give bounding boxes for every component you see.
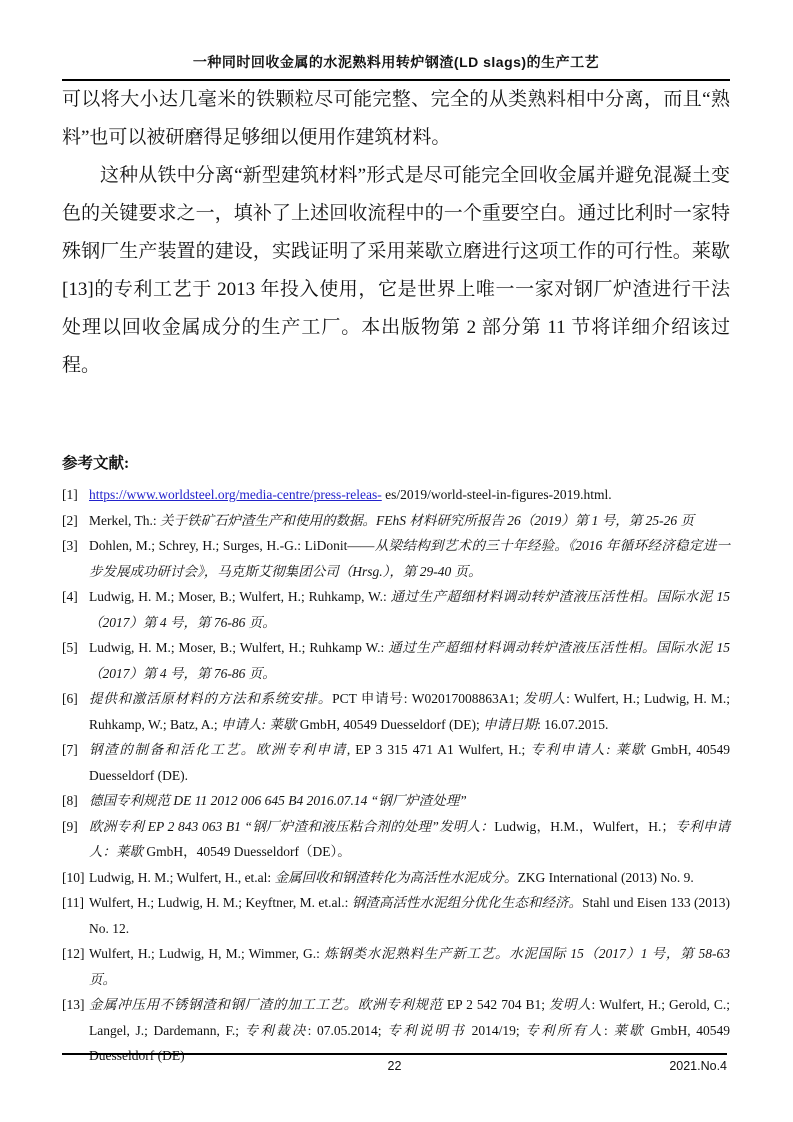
reference-number: [11] xyxy=(62,895,84,910)
reference-item xyxy=(62,890,730,941)
reference-item xyxy=(62,737,730,788)
reference-text-segment: GmbH, 40549 Duesseldorf (DE); xyxy=(296,716,484,732)
footer-issue-label: 2021.No.4 xyxy=(669,1059,727,1073)
reference-number: [8] xyxy=(62,793,78,808)
reference-text-segment: 钢渣高活性水泥组分优化生态和经济。 xyxy=(351,895,583,910)
reference-number: [9] xyxy=(62,818,78,834)
reference-text-segment: Wulfert, H.; Ludwig, H, M.; Wimmer, G.: xyxy=(89,946,325,961)
reference-number: [4] xyxy=(62,589,78,604)
reference-text-segment: 申请日期 xyxy=(483,716,538,732)
reference-text-segment: 钢渣的制备和活化工艺。欧洲专利申请 xyxy=(89,742,347,757)
reference-number: [5] xyxy=(62,640,78,655)
reference-text-segment: 欧洲专利 EP 2 843 063 B1 “钢厂炉渣和液压粘合剂的处理”发明人： xyxy=(89,818,495,834)
reference-text-segment: : Wulfert, H.; Ludwig, H. M.; Ruhkamp, W.; Batz, A.; xyxy=(89,691,731,732)
references-heading: 参考文献: xyxy=(62,455,130,472)
reference-item xyxy=(62,686,730,737)
reference-text-segment: 提供和激活原材料的方法和系统安排。 xyxy=(89,691,333,706)
reference-text-segment: 炼钢类水泥熟料生产新工艺。水泥国际 15（2017）1 号，第 58-63 页。 xyxy=(89,946,731,987)
reference-text-segment: 发明人 xyxy=(523,691,567,706)
reference-text-segment: GmbH, 40549 Duesseldorf (DE). xyxy=(89,742,731,783)
reference-text-segment: : 16.07.2015. xyxy=(537,716,609,732)
reference-text-segment: EP 2 542 704 B1; xyxy=(442,997,550,1012)
reference-text-segment: 专利申请人：莱歇 xyxy=(89,818,731,859)
reference-text-segment: 2014/19; xyxy=(465,1022,526,1038)
reference-text-segment: 专利说明书 xyxy=(387,1022,466,1038)
reference-text-segment: es/2019/world-steel-in-figures-2019.html. xyxy=(381,487,612,502)
body-paragraph-2: 这种从铁中分离“新型建筑材料”形式是尽可能完全回收金属并避免混凝土变色的关键要求之一，填补了上述回收流程中的一个重要空白。通过比利时一家特殊钢厂生产装置的建设，实践证明了采用莱歇立磨进行这项工作的可行性。莱歇[13]的专利工艺于 2013 年投入使用，它是世界上唯一一家对钢厂炉渣进行干法处理以回收金属成分的生产工厂。本出版物第 2 部分第 11 节将详细介绍该过程。 xyxy=(62,165,730,376)
footer-page-number: 22 xyxy=(387,1059,402,1073)
reference-text-segment: Ludwig, H. M.; Moser, B.; Wulfert, H.; Ruhkamp, W.: xyxy=(89,589,391,604)
reference-item xyxy=(62,508,730,534)
reference-number: [3] xyxy=(62,538,78,553)
reference-text-segment: Ludwig, H. M.; Moser, B.; Wulfert, H.; Ruhkamp W.: xyxy=(89,640,389,655)
reference-text-segment: 专利裁决 xyxy=(244,1022,308,1038)
reference-number: [6] xyxy=(62,691,78,706)
reference-text-segment: 专利申请人: 莱歇 xyxy=(530,742,647,757)
reference-number: [13] xyxy=(62,997,85,1012)
reference-list xyxy=(62,482,730,1069)
reference-text-segment: GmbH，40549 Duesseldorf（DE）。 xyxy=(143,844,351,859)
reference-text-segment: , EP 3 315 471 A1 Wulfert, H.; xyxy=(346,742,531,757)
reference-text-segment: 发明人 xyxy=(549,997,592,1012)
reference-text-segment: 德国专利规范 DE 11 2012 006 645 B4 2016.07.14 “钢厂炉渣处理” xyxy=(89,793,467,808)
reference-text-segment: 关于铁矿石炉渣生产和使用的数据。FEhS 材料研究所报告 26（2019）第 1 号，第 25-26 页 xyxy=(160,512,694,528)
reference-item xyxy=(62,788,730,814)
reference-text-segment: GmbH, 40549 Duesseldorf (DE) xyxy=(89,1022,731,1063)
reference-text-segment: 通过生产超细材料调动转炉渣液压活性相。国际水泥 15（2017）第 4 号，第 76-86 页。 xyxy=(89,640,730,681)
reference-text-segment: Wulfert, H.; Ludwig, H. M.; Keyftner, M. et.al.: xyxy=(89,895,352,910)
page-header-title: 一种同时回收金属的水泥熟料用转炉钢渣(LD slags)的生产工艺 xyxy=(62,52,730,81)
reference-text-segment: Dohlen, M.; Schrey, H.; Surges, H.-G.: LiDonit—— xyxy=(89,538,375,553)
reference-item xyxy=(62,865,730,891)
reference-text-segment: 莱歇 xyxy=(613,1022,645,1038)
reference-text-segment: : Wulfert, H.; Gerold, C.; Langel, J.; Dardemann, F.; xyxy=(89,997,731,1038)
reference-item xyxy=(62,584,730,635)
reference-text-segment: Ludwig, H. M.; Wulfert, H., et.al: xyxy=(89,869,275,885)
reference-text-segment: 金属冲压用不锈钢渣和钢厂渣的加工工艺。欧洲专利规范 xyxy=(89,997,443,1012)
reference-text-segment: 从梁结构到艺术的三十年经验。《2016 年循环经济稳定进一步发展成功研讨会》，马克斯艾彻集团公司（Hrsg.），第 29-40 页。 xyxy=(89,538,731,579)
reference-text-segment: Merkel, Th.: xyxy=(89,512,160,528)
reference-number: [10] xyxy=(62,869,85,885)
reference-number: [12] xyxy=(62,946,85,961)
reference-item xyxy=(62,814,730,865)
reference-text-segment: 申请人: 莱歇 xyxy=(221,716,297,732)
reference-number: [2] xyxy=(62,512,78,528)
reference-text-segment: : xyxy=(603,1022,614,1038)
reference-text-segment: Ludwig，H.M.，Wulfert，H.； xyxy=(494,818,675,834)
body-text xyxy=(62,81,730,385)
reference-number: [1] xyxy=(62,487,78,502)
body-paragraph-1: 可以将大小达几毫米的铁颗粒尽可能完整、完全的从类熟料相中分离，而且“熟料”也可以被研磨得足够细以便用作建筑材料。 xyxy=(62,89,730,148)
reference-number: [7] xyxy=(62,742,78,757)
reference-item xyxy=(62,941,730,992)
reference-text-segment: : 07.05.2014; xyxy=(307,1022,388,1038)
reference-text-segment: 专利所有人 xyxy=(525,1022,604,1038)
reference-text-segment: 金属回收和钢渣转化为高活性水泥成分。 xyxy=(274,869,518,885)
reference-link[interactable]: https://www.worldsteel.org/media-centre/press-releas- xyxy=(89,487,382,502)
reference-text-segment: PCT 申请号: W02017008863A1; xyxy=(332,691,524,706)
reference-item xyxy=(62,482,730,508)
reference-text-segment: Stahl und Eisen 133 (2013) No. 12. xyxy=(89,895,730,936)
page-footer xyxy=(62,1053,727,1080)
reference-text-segment: 通过生产超细材料调动转炉渣液压活性相。国际水泥 15（2017）第 4 号，第 76-86 页。 xyxy=(89,589,730,630)
reference-item xyxy=(62,533,730,584)
reference-item xyxy=(62,635,730,686)
reference-text-segment: ZKG International (2013) No. 9. xyxy=(517,869,694,885)
